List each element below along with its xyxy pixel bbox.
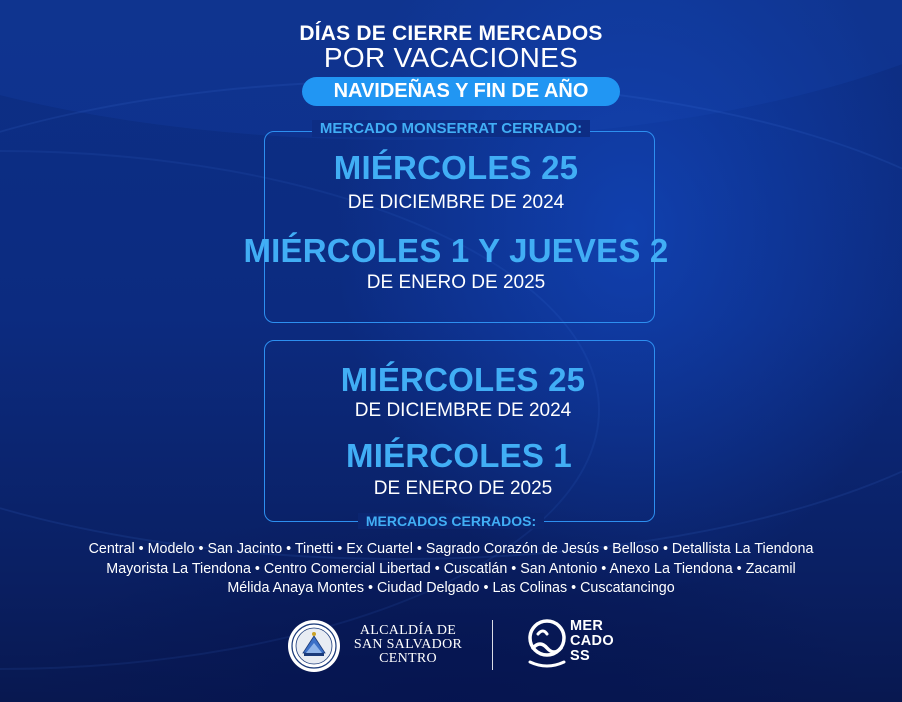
brand-line: MER [570, 618, 604, 634]
footer-divider [492, 620, 493, 670]
markets-date-2: MIÉRCOLES 1 [346, 437, 572, 474]
monserrat-date-2: MIÉRCOLES 1 Y JUEVES 2 [243, 232, 669, 269]
alcaldia-line: ALCALDÍA DE [359, 623, 457, 638]
mercados-ss-wordmark [570, 619, 614, 664]
markets-date-1: MIÉRCOLES 25 [340, 361, 586, 398]
monserrat-date-1: MIÉRCOLES 25 [333, 149, 579, 186]
markets-date-2-detail: DE ENERO DE 2025 [373, 478, 553, 499]
monserrat-date-2-detail: DE ENERO DE 2025 [366, 272, 546, 293]
alcaldia-line: SAN SALVADOR [353, 637, 463, 652]
alcaldia-seal-icon [287, 619, 341, 673]
mercados-ss-logo-icon [527, 618, 567, 668]
monserrat-label [0, 120, 902, 137]
monserrat-date-1-detail: DE DICIEMBRE DE 2024 [347, 192, 565, 213]
markets-list [0, 540, 902, 599]
alcaldia-line: CENTRO [379, 651, 437, 666]
markets-closed-label [0, 513, 902, 529]
title-pill: NAVIDEÑAS Y FIN DE AÑO [302, 77, 620, 106]
alcaldia-name [348, 624, 468, 666]
markets-list-line: Central • Modelo • San Jacinto • Tinetti • Ex Cuartel • Sagrado Corazón de Jesús • Belloso • Detallista La Tiendona [88, 541, 814, 557]
markets-list-line: Mayorista La Tiendona • Centro Comercial Libertad • Cuscatlán • San Antonio • Anexo La Tiendona • Zacamil [106, 560, 796, 577]
markets-closed-label-text: MERCADOS CERRADOS: [358, 513, 544, 529]
brand-line: SS [570, 648, 590, 664]
markets-date-1-detail: DE DICIEMBRE DE 2024 [354, 400, 572, 421]
title-line-2: POR VACACIONES [323, 42, 579, 73]
brand-line: CADO [570, 633, 614, 649]
markets-list-line: Mélida Anaya Montes • Ciudad Delgado • Las Colinas • Cuscatancingo [227, 580, 675, 596]
title-line-1: DÍAS DE CIERRE MERCADOS [299, 22, 603, 45]
monserrat-label-text: MERCADO MONSERRAT CERRADO: [312, 120, 590, 137]
